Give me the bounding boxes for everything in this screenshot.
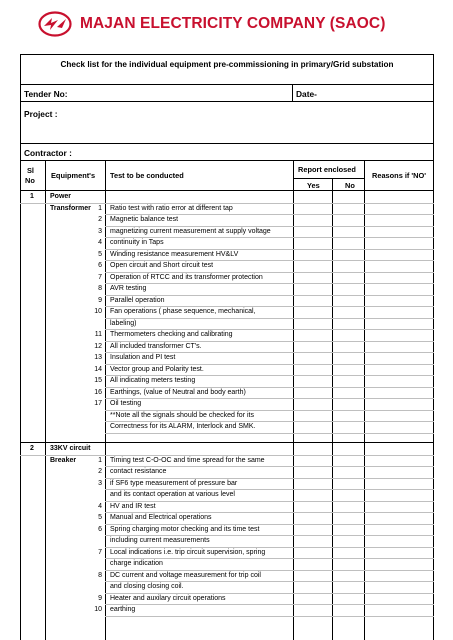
form-title: Check list for the individual equipment pre-commissioning in primary/Grid substation (60, 60, 394, 69)
test-header: Test to be conducted (110, 171, 184, 180)
column-line (293, 160, 294, 640)
test-description: Insulation and PI test (110, 354, 176, 361)
page-header (38, 8, 385, 40)
test-description: Heater and auxilary circuit operations (110, 594, 226, 602)
row-divider (105, 535, 434, 536)
test-description: Vector group and Polarity test. (110, 365, 204, 373)
row-divider (105, 489, 434, 490)
sl-no-header: No (25, 176, 35, 185)
test-description: Correctness for its ALARM, Interlock and SMK. (110, 423, 256, 430)
row-divider (105, 581, 434, 582)
test-number: 6 (98, 262, 102, 269)
test-description: and its contact operation at various level (110, 491, 235, 498)
test-number: 1 (98, 204, 102, 212)
column-line (105, 160, 106, 640)
test-number: 5 (98, 250, 102, 258)
test-description: and closing closing coil. (110, 583, 184, 590)
row-divider (105, 318, 434, 319)
test-number: 10 (94, 606, 102, 613)
equipment-name: Power (50, 193, 72, 200)
test-description: Ratio test with ratio error at different tap (110, 204, 233, 212)
test-description: DC current and voltage measurement for trip coil (110, 571, 261, 579)
tender-label: Tender No: (24, 89, 68, 99)
sl-header: Sl (27, 166, 34, 175)
equipment-header: Equipment's (51, 171, 96, 180)
test-description: Winding resistance measurement HV&LV (110, 250, 239, 258)
divider (20, 143, 434, 144)
test-number: 8 (98, 285, 102, 292)
column-line (364, 160, 365, 640)
row-divider (105, 421, 434, 422)
test-description: magnetizing current measurement at supply voltage (110, 227, 271, 235)
test-description: charge indication (110, 560, 163, 567)
test-number: 15 (94, 377, 102, 384)
test-number: 7 (98, 273, 102, 281)
test-description: Oil testing (110, 400, 142, 407)
test-number: 16 (94, 388, 102, 396)
section-number: 2 (30, 445, 34, 452)
test-description: if SF6 type measurement of pressure bar (110, 479, 238, 487)
test-description: Magnetic balance test (110, 216, 179, 223)
test-description: Parallel operation (110, 296, 165, 304)
test-description: Fan operations ( phase sequence, mechanical, (110, 308, 256, 315)
test-number: 2 (98, 468, 102, 475)
test-description: AVR testing (110, 285, 147, 292)
section-number: 1 (30, 193, 34, 200)
test-description: contact resistance (110, 468, 167, 475)
test-description: continuity in Taps (110, 239, 164, 246)
row-divider (105, 558, 434, 559)
contractor-label: Contractor : (24, 148, 72, 158)
divider (20, 160, 434, 161)
test-description: All indicating meters testing (110, 377, 196, 384)
test-description: Spring charging motor checking and its time test (110, 525, 260, 533)
test-number: 6 (98, 525, 102, 533)
test-number: 13 (94, 354, 102, 361)
test-number: 3 (98, 227, 102, 235)
date-label: Date- (296, 89, 317, 99)
test-description: Operation of RTCC and its transformer protection (110, 273, 263, 281)
yes-header: Yes (307, 181, 320, 190)
test-number: 9 (98, 594, 102, 602)
test-number: 7 (98, 548, 102, 556)
test-description: including current measurements (110, 537, 210, 544)
test-number: 17 (94, 400, 102, 407)
report-enclosed-header: Report enclosed (298, 165, 356, 174)
test-number: 4 (98, 239, 102, 246)
test-number: 14 (94, 365, 102, 373)
row-divider (105, 283, 434, 284)
divider (293, 178, 364, 179)
reasons-header: Reasons if 'NO' (372, 171, 427, 180)
test-description: Local indications i.e. trip circuit supervision, spring (110, 548, 266, 556)
test-number: 5 (98, 514, 102, 521)
divider (20, 84, 434, 85)
test-number: 11 (94, 331, 102, 338)
test-description: Open circuit and Short circuit test (110, 262, 214, 269)
equipment-name: Breaker (50, 456, 77, 464)
equipment-name: Transformer (50, 204, 91, 212)
test-description: Earthings, (value of Neutral and body earth) (110, 388, 246, 396)
divider (20, 101, 434, 102)
test-number: 9 (98, 296, 102, 304)
test-description: earthing (110, 606, 136, 613)
divider (20, 190, 434, 191)
company-name: MAJAN ELECTRICITY COMPANY (SAOC) (80, 15, 386, 32)
no-header: No (345, 181, 355, 190)
test-description: labeling) (110, 319, 137, 327)
divider (292, 84, 293, 101)
row-divider (105, 604, 434, 605)
test-description: **Note all the signals should be checked for its (110, 411, 254, 419)
row-divider (105, 398, 434, 399)
test-description: HV and IR test (110, 502, 156, 510)
test-description: Thermometers checking and calibrating (110, 331, 233, 338)
test-number: 12 (94, 342, 102, 350)
project-label: Project : (24, 109, 58, 119)
test-number: 2 (98, 216, 102, 223)
row-divider (105, 433, 434, 434)
majan-logo-icon (38, 11, 72, 37)
test-number: 10 (94, 308, 102, 315)
equipment-name: 33KV circuit (50, 445, 91, 452)
test-number: 4 (98, 502, 102, 510)
test-number: 3 (98, 479, 102, 487)
test-number: 1 (98, 456, 102, 464)
test-description: Manual and Electrical operations (110, 514, 212, 521)
test-description: Timing test C-O-OC and time spread for the same (110, 456, 265, 464)
test-number: 8 (98, 571, 102, 579)
column-line (45, 160, 46, 640)
test-description: All included transformer CT's. (110, 342, 202, 350)
row-divider (105, 616, 434, 617)
